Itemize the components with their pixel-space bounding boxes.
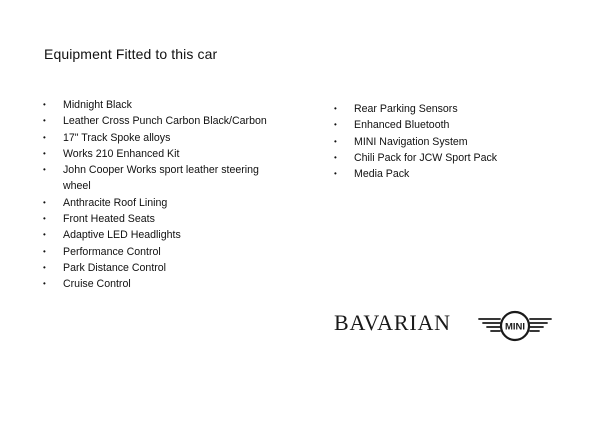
list-item: • Cruise Control <box>43 276 288 292</box>
list-item: • Anthracite Roof Lining <box>43 195 288 211</box>
list-item: • Adaptive LED Headlights <box>43 227 288 243</box>
list-item: • Front Heated Seats <box>43 211 288 227</box>
list-item: • Leather Cross Punch Carbon Black/Carbon <box>43 113 288 129</box>
list-item: • Performance Control <box>43 244 288 260</box>
list-item: • Rear Parking Sensors <box>334 101 554 117</box>
equipment-list-left <box>43 97 288 293</box>
dealer-logo: BAVARIAN <box>334 310 451 335</box>
list-item: • Chili Pack for JCW Sport Pack <box>334 150 554 166</box>
list-item: • Park Distance Control <box>43 260 288 276</box>
mini-logo-text: MINI <box>504 321 526 333</box>
page-title: Equipment Fitted to this car <box>44 46 218 62</box>
list-item: • Midnight Black <box>43 97 288 113</box>
equipment-list-right <box>334 101 554 182</box>
list-item: • Works 210 Enhanced Kit <box>43 146 288 162</box>
list-item: • 17" Track Spoke alloys <box>43 130 288 146</box>
mini-wings-logo-icon <box>478 310 552 342</box>
list-item: • Media Pack <box>334 166 554 182</box>
list-item: • John Cooper Works sport leather steering wheel <box>43 162 288 195</box>
list-item: • Enhanced Bluetooth <box>334 117 554 133</box>
list-item: • MINI Navigation System <box>334 134 554 150</box>
